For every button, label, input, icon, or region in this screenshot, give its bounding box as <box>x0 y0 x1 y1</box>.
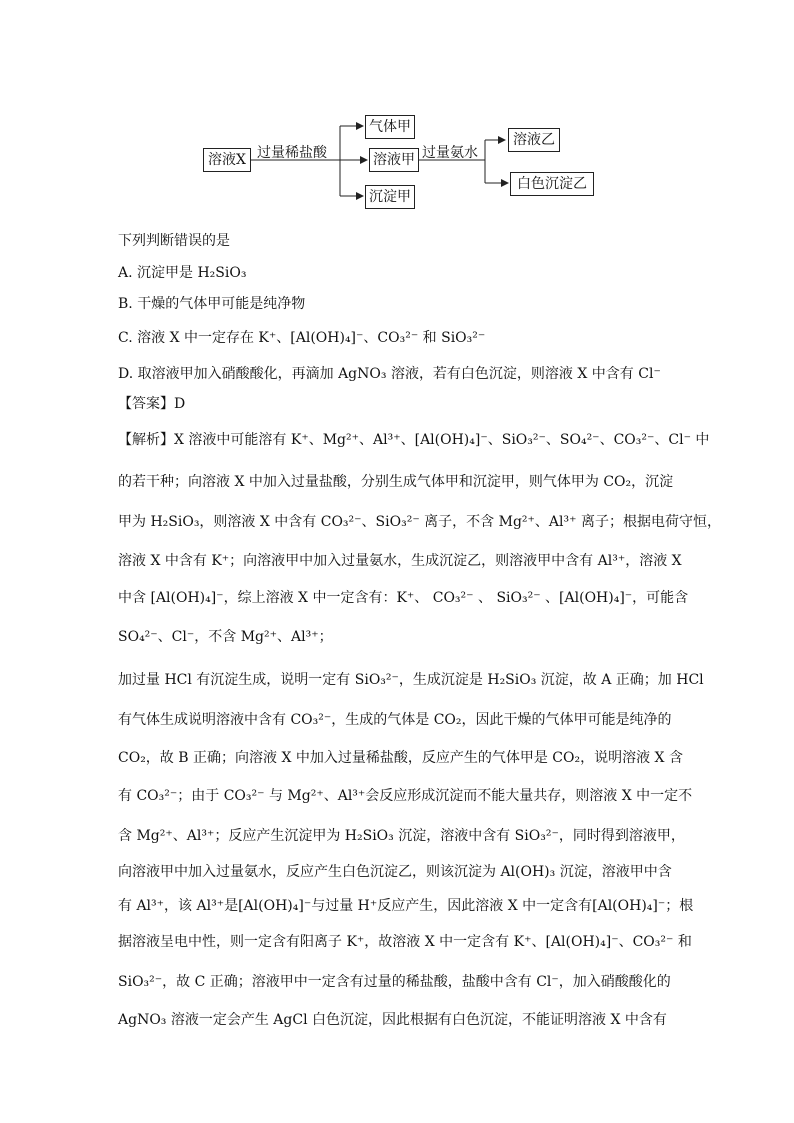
analysis-line: CO₂，故 B 正确；向溶液 X 中加入过量稀盐酸，反应产生的气体甲是 CO₂，说明溶液 X 含 <box>118 750 683 766</box>
analysis-line: 向溶液甲中加入过量氨水，反应产生白色沉淀乙，则该沉淀为 Al(OH)₃ 沉淀，溶液甲中含 <box>118 864 672 880</box>
option-b: B. 干燥的气体甲可能是纯净物 <box>118 296 306 312</box>
box-solution-b: 溶液乙 <box>508 128 560 152</box>
analysis-line: 有 Al³⁺，该 Al³⁺是[Al(OH)₄]⁻与过量 H⁺反应产生，因此溶液 X 中一定含有[Al(OH)₄]⁻；根 <box>118 898 694 914</box>
analysis-line: 【解析】X 溶液中可能溶有 K⁺、Mg²⁺、Al³⁺、[Al(OH)₄]⁻、SiO₃²⁻、SO₄²⁻、CO₃²⁻、Cl⁻ 中 <box>118 432 710 448</box>
analysis-line: 据溶液呈电中性，则一定含有阳离子 K⁺，故溶液 X 中一定含有 K⁺、[Al(OH)₄]⁻、CO₃²⁻ 和 <box>118 934 692 950</box>
analysis-line: 含 Mg²⁺、Al³⁺；反应产生沉淀甲为 H₂SiO₃ 沉淀，溶液中含有 SiO₃²⁻，同时得到溶液甲， <box>118 828 685 844</box>
analysis-line: 溶液 X 中含有 K⁺；向溶液甲中加入过量氨水，生成沉淀乙，则溶液甲中含有 Al³⁺，溶液 X <box>118 553 682 569</box>
option-a: A. 沉淀甲是 H₂SiO₃ <box>118 265 247 281</box>
label-excess-hcl: 过量稀盐酸 <box>257 145 327 161</box>
analysis-line: 甲为 H₂SiO₃，则溶液 X 中含有 CO₃²⁻、SiO₃²⁻ 离子，不含 Mg²⁺、Al³⁺ 离子；根据电荷守恒， <box>118 514 721 530</box>
option-d: D. 取溶液甲加入硝酸酸化，再滴加 AgNO₃ 溶液，若有白色沉淀，则溶液 X 中含有 Cl⁻ <box>118 366 661 382</box>
box-solution-x: 溶液X <box>203 148 251 172</box>
label-excess-ammonia: 过量氨水 <box>422 145 478 161</box>
analysis-line: AgNO₃ 溶液一定会产生 AgCl 白色沉淀，因此根据有白色沉淀，不能证明溶液 X 中含有 <box>118 1012 667 1028</box>
box-precipitate-b: 白色沉淀乙 <box>510 172 594 196</box>
analysis-line: 的若干种；向溶液 X 中加入过量盐酸，分别生成气体甲和沉淀甲，则气体甲为 CO₂，沉淀 <box>118 474 674 490</box>
analysis-line: 中含 [Al(OH)₄]⁻，综上溶液 X 中一定含有：K⁺、 CO₃²⁻ 、 SiO₃²⁻ 、[Al(OH)₄]⁻，可能含 <box>118 590 689 606</box>
box-solution-a: 溶液甲 <box>369 148 419 172</box>
answer-line: 【答案】D <box>118 396 186 412</box>
question-stem: 下列判断错误的是 <box>118 233 230 249</box>
box-precipitate-a: 沉淀甲 <box>365 185 415 209</box>
analysis-line: 有气体生成说明溶液中含有 CO₃²⁻，生成的气体是 CO₂，因此干燥的气体甲可能是纯净的 <box>118 712 672 728</box>
analysis-line: 加过量 HCl 有沉淀生成，说明一定有 SiO₃²⁻，生成沉淀是 H₂SiO₃ 沉淀，故 A 正确；加 HCl <box>118 672 704 688</box>
box-gas-a: 气体甲 <box>365 115 415 139</box>
analysis-line: 有 CO₃²⁻；由于 CO₃²⁻ 与 Mg²⁺、Al³⁺会反应形成沉淀而不能大量共存，则溶液 X 中一定不 <box>118 788 693 804</box>
analysis-line: SiO₃²⁻，故 C 正确；溶液甲中一定含有过量的稀盐酸，盐酸中含有 Cl⁻，加入硝酸酸化的 <box>118 974 671 990</box>
analysis-line: SO₄²⁻、Cl⁻，不含 Mg²⁺、Al³⁺； <box>118 629 333 645</box>
option-c: C. 溶液 X 中一定存在 K⁺、[Al(OH)₄]⁻、CO₃²⁻ 和 SiO₃²⁻ <box>118 330 486 346</box>
